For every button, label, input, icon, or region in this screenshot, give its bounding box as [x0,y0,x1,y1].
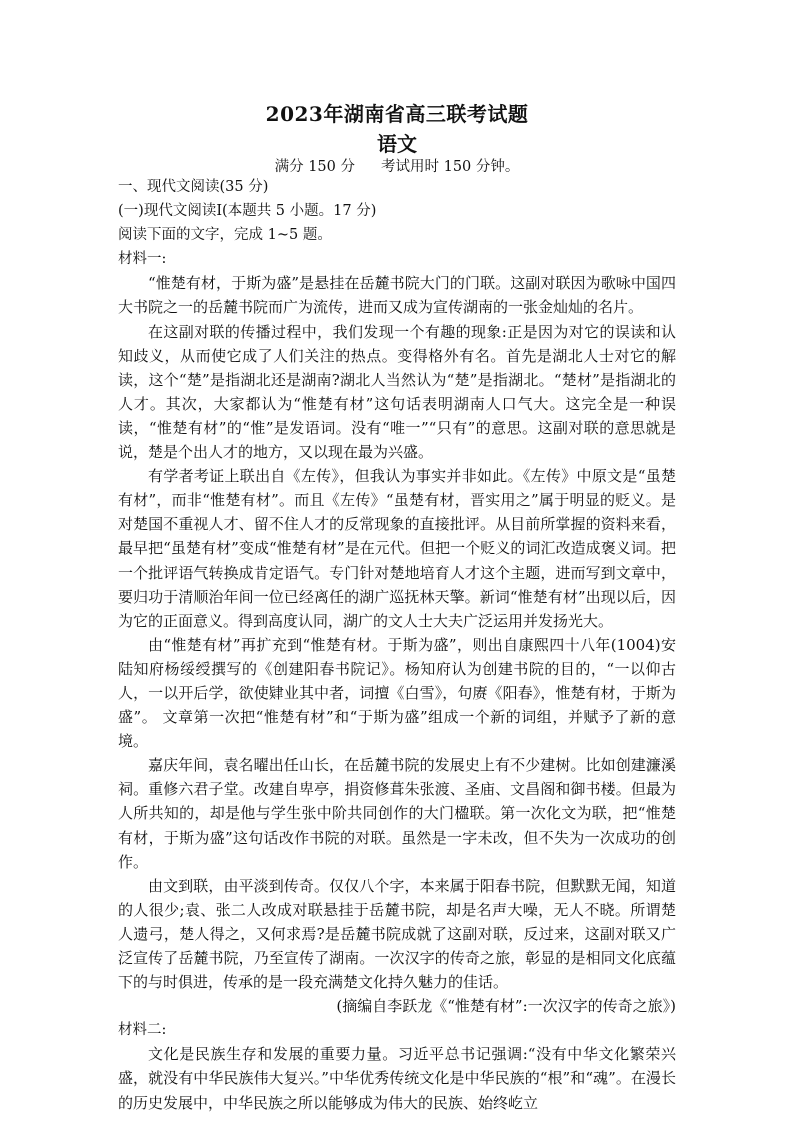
exam-title: 2023年湖南省高三联考试题 [265,102,529,126]
exam-time: 考试用时 150 分钟。 [381,159,520,175]
section-heading: 一、现代文阅读(35 分) [118,179,269,195]
full-score: 满分 150 分 [274,159,355,175]
section-subheading: (一)现代文阅读Ⅰ(本题共 5 小题。17 分) [118,203,377,220]
paragraph: 嘉庆年间，袁名曜出任山长，在岳麓书院的发展史上有不少建树。比如创建濂溪祠。重修六君子堂。改建自卑亭，捐资修葺朱张渡、圣庙、文昌阁和御书楼。但最为人所共知的，却是他与学生张中阶共同创作的大门楹联。第一次化文为联，把“惟楚有材，于斯为盛”这句话改作书院的对联。虽然是一字未改，但不失为一次成功的创作。 [118,756,676,871]
score-line [0,155,794,176]
subject-title: 语文 [377,132,417,156]
paragraph: 由文到联，由平淡到传奇。仅仅八个字，本来属于阳春书院，但默默无闻，知道的人很少;袁、张二人改成对联悬挂于岳麓书院，却是名声大噪，无人不晓。所谓楚人遗弓，楚人得之，又何求焉?是岳麓书院成就了这副对联，反过来，这副对联又广泛宣传了岳麓书院，乃至宣传了湖南。一次汉字的传奇之旅，彰显的是相同文化底蕴下的与时俱进，传承的是一段充满楚文化持久魅力的佳话。 [118,876,676,992]
instruction: 阅读下面的文字，完成 1~5 题。 [118,227,332,244]
paragraph: 文化是民族生存和发展的重要力量。习近平总书记强调:“没有中华文化繁荣兴盛，就没有中华民族伟大复兴。”中华优秀传统文化是中华民族的“根”和“魂”。在漫长的历史发展中，中华民族之所以能够成为伟大的民族、始终屹立 [118,1045,676,1112]
paragraph: 有学者考证上联出自《左传》，但我认为事实并非如此。《左传》中原文是“虽楚有材”，而非“惟楚有材”。而且《左传》“虽楚有材，晋实用之”属于明显的贬义。是对楚国不重视人才、留不住人才的反常现象的直接批评。从目前所掌握的资料来看，最早把“虽楚有材”变成“惟楚有材”是在元代。但把一个贬义的词汇改造成褒义词。把一个批评语气转换成肯定语气。专门针对楚地培育人才这个主题，进而写到文章中，要归功于清顺治年间一位已经离任的湖广巡抚林天擎。新词“惟楚有材”出现以后，因为它的正面意义。得到高度认同，湖广的文人士大夫广泛运用并发扬光大。 [118,467,676,630]
source-citation: (摘编自李跃龙《“惟楚有材”:一次汉字的传奇之旅》) [336,997,676,1016]
material-two-label: 材料二: [118,1022,167,1039]
paragraph: 在这副对联的传播过程中，我们发现一个有趣的现象:正是因为对它的误读和认知歧义，从而使它成了人们关注的热点。变得格外有名。首先是湖北人士对它的解读，这个“楚”是指湖北还是湖南?湖北人当然认为“楚”是指湖北。“楚材”是指湖北的人才。其次，大家都认为“惟楚有材”这句话表明湖南人口气大。这完全是一种误读，“惟楚有材”的“惟”是发语词。没有“唯一”“只有”的意思。这副对联的意思就是说，楚是个出人才的地方，又以现在最为兴盛。 [118,322,676,462]
reading-passage [118,175,676,1115]
paragraph: “惟楚有材，于斯为盛”是悬挂在岳麓书院大门的门联。这副对联因为歌咏中国四大书院之一的岳麓书院而广为流传，进而又成为宣传湖南的一张金灿灿的名片。 [118,274,676,317]
material-one-label: 材料一: [118,251,167,268]
paragraph: 由“惟楚有材”再扩充到“惟楚有材。于斯为盛”，则出自康熙四十八年(1004)安陆知府杨绥绶撰写的《创建阳春书院记》。杨知府认为创建书院的目的，“一以仰古人，一以开后学，欲使肄业其中者，词擅《白雪》，句赓《阳春》，惟楚有材，于斯为盛”。 文章第一次把“惟楚有材”和“于斯为盛”组成一个新的词组，并赋予了新的意境。 [118,635,676,751]
